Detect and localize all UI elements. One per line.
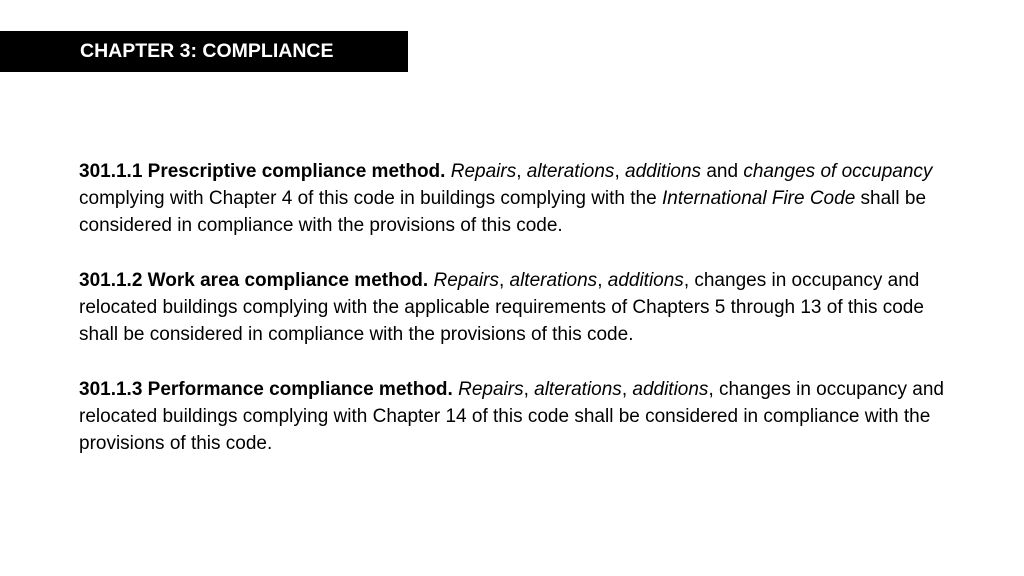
term-alterations: alterations (526, 161, 615, 182)
section-body: , changes in occupancy and relocated buildings complying with the applicable requirements of Chapters 5 through 13 of this code shall be considered in compliance with the provisions of this code. (79, 269, 924, 346)
section-heading: 301.1.3 Performance compliance method. (79, 378, 453, 400)
section-301-1-2 (79, 267, 949, 349)
term-alterations: alterations (509, 269, 598, 291)
separator: , (621, 378, 633, 400)
term-additions: additions (632, 378, 709, 400)
term-repairs: Repairs (433, 269, 499, 291)
term-changes-of-occupancy: changes of occupancy (743, 161, 933, 182)
term-alterations: alterations (534, 378, 622, 400)
conjunction: and (701, 161, 744, 182)
chapter-title: CHAPTER 3: COMPLIANCE (80, 40, 334, 62)
separator: , (498, 269, 510, 291)
separator: , (597, 269, 608, 291)
term-international-fire-code: International Fire Code (661, 188, 856, 210)
section-301-1-3 (79, 376, 949, 458)
separator: , (614, 161, 625, 182)
section-heading: 301.1.1 Prescriptive compliance method. (79, 161, 446, 182)
code-provisions (79, 158, 949, 484)
term-repairs: Repairs (458, 378, 524, 400)
section-body: , changes in occupancy and relocated buildings complying with Chapter 14 of this code shall be considered in compliance with the provisions of this code. (79, 378, 944, 454)
section-heading: 301.1.2 Work area compliance method. (79, 269, 429, 291)
chapter-title-banner (0, 31, 408, 72)
section-301-1-1 (79, 158, 949, 240)
separator: , (523, 378, 535, 400)
section-body: complying with Chapter 4 of this code in buildings complying with the (79, 188, 662, 210)
term-additions: additions (607, 269, 684, 291)
term-additions: additions (625, 161, 702, 182)
section-body: shall be considered in compliance with the provisions of this code. (79, 188, 927, 237)
separator: , (516, 161, 527, 182)
term-repairs: Repairs (450, 161, 517, 182)
